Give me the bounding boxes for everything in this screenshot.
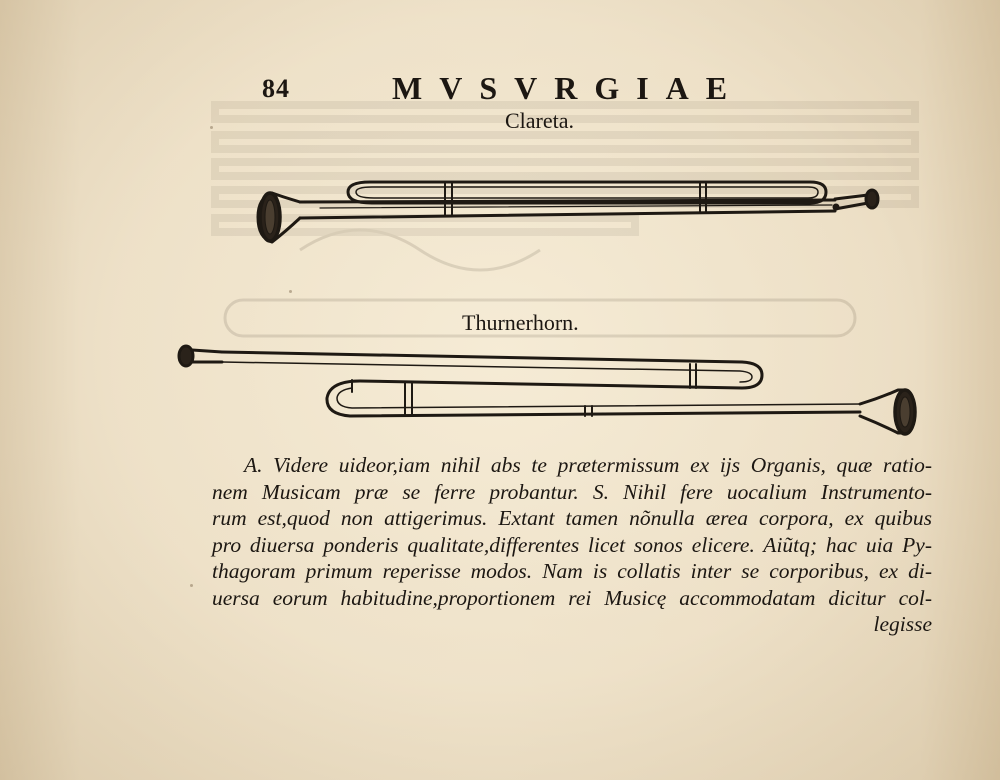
text-line: thagoram primum reperisse modos. Nam is collatis inter se corporibus, ex di- <box>212 559 932 583</box>
figure-caption-thurnerhorn: Thurnerhorn. <box>462 310 579 335</box>
paper-speck <box>289 290 292 293</box>
paper-speck <box>210 126 213 129</box>
paper-speck <box>190 584 193 587</box>
page-number: 84 <box>262 74 290 103</box>
catchword: legisse <box>873 612 932 636</box>
body-text <box>212 452 932 638</box>
running-head: MVSVRGIAE <box>392 70 745 106</box>
text-line: uersa eorum habitudine,proportionem rei Musicę accommodatam dicitur col- <box>212 585 932 610</box>
text-line: rum est,quod non attigerimus. Extant tamen nõnulla ærea corpora, ex quibus <box>212 506 932 530</box>
text-line: nem Musicam præ se ferre probantur. S. Nihil fere uocalium Instrumento- <box>212 479 932 504</box>
text-line: A. Videre uideor,iam nihil abs te prætermissum ex ijs Organis, quæ ratio- <box>244 453 932 477</box>
text-line: pro diuersa ponderis qualitate,differentes licet sonos elicere. Aiũtq; hac uia Py- <box>212 532 932 557</box>
figure-caption-clareta: Clareta. <box>505 108 575 133</box>
